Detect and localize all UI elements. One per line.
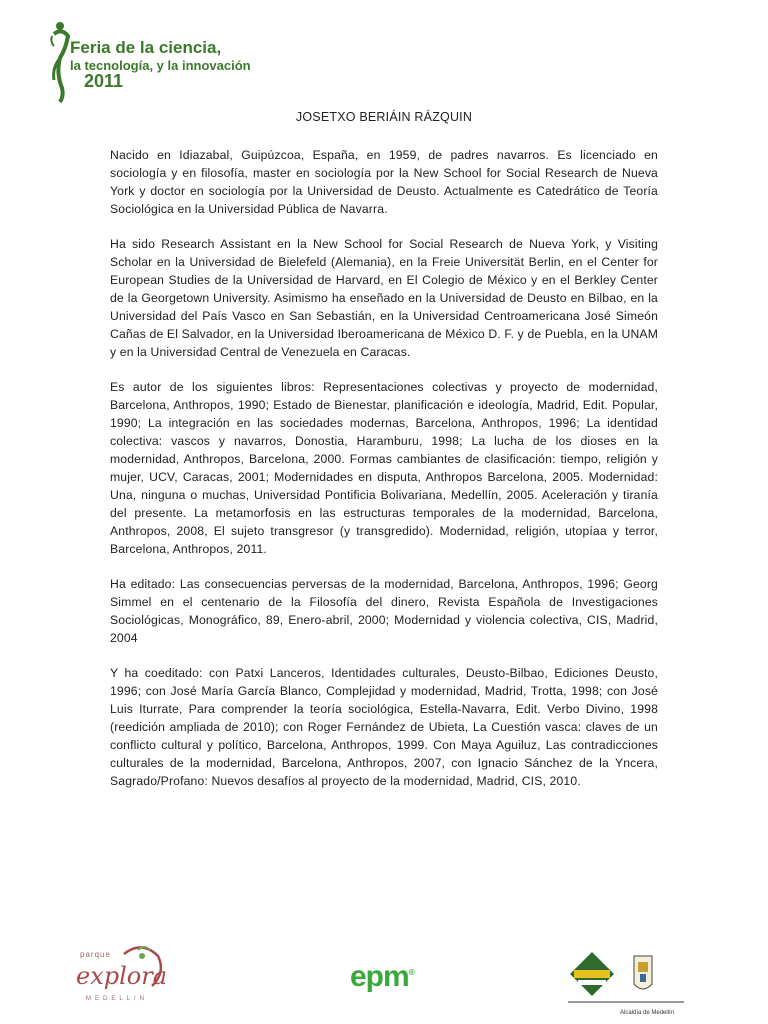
- alcaldia-caption: Alcaldía de Medellín: [620, 1010, 675, 1016]
- paragraph-positions: Ha sido Research Assistant en la New School for Social Research de Nueva York, y Visiting Scholar en la Universidad de Bielefeld (Alemania), en la Freie Universität Berlin, en el Center for European Studies de la Universidad de Harvard, en El Colegio de México y en el Berkley Center de la Georgetown University. Asimismo ha enseñado en la Universidad de Deusto en Bilbao, en la Universidad del País Vasco en San Sebastián, en la Universidad Centroamericana José Simeón Cañas de El Salvador, en la Universidad Iberoamericana de México D. F. y de Puebla, en la UNAM y en la Universidad Central de Venezuela en Caracas.: [110, 237, 658, 359]
- obra-badge-icon: [568, 950, 684, 1010]
- paragraph-books: Es autor de los siguientes libros: Representaciones colectivas y proyecto de modernidad, Barcelona, Anthropos, 1990; Estado de Bienestar, planificación e ideología, Madrid, Edit. Popular, 1990; La integración en las sociedades modernas, Barcelona, Anthropos, 1996; La identidad colectiva: vascos y navarros, Donostia, Haramburu, 1998; La lucha de los dioses en la modernidad, Anthropos, Barcelona, 2000. Formas cambiantes de clasificación: tiempo, religión y mujer, UCV, Caracas, 2001; Modernidades en disputa, Anthropos Barcelona, 2005. Modernidad: Una, ninguna o muchas, Universidad Pontificia Bolivariana, Medellín, 2005. Aceleración y tiranía del presente. La metamorfosis en las estructuras temporales de la modernidad, Barcelona, Anthropos, 2008, El sujeto transgresor (y transgredido). Modernidad, religión, utopíaa y terror, Barcelona, Anthropos, 2011.: [110, 380, 658, 556]
- logo-line2: la tecnología, y la innovación: [70, 58, 251, 73]
- logo-line1: Feria de la ciencia,: [70, 38, 222, 57]
- explora-word: explora: [76, 962, 168, 990]
- epm-logo: [350, 960, 414, 994]
- epm-text: epm: [350, 960, 409, 993]
- feria-logo: [48, 18, 263, 104]
- explora-logo: [72, 942, 172, 1022]
- alcaldia-logo: [566, 950, 686, 1022]
- logo-year: 2011: [84, 71, 124, 91]
- epm-registered-mark: ®: [408, 968, 414, 977]
- footer-logos: [0, 920, 768, 1024]
- paragraph-edited: Ha editado: Las consecuencias perversas de la modernidad, Barcelona, Anthropos, 1996; Georg Simmel en el centenario de la Filosofía del dinero, Revista Española de Investigaciones Sociológicas, Monográfico, 89, Enero-abril, 2000; Modernidad y violencia colectiva, CIS, Madrid, 2004: [110, 577, 658, 645]
- document-body: [110, 146, 658, 807]
- explora-bottom-text: MEDELLIN: [86, 996, 149, 1002]
- paragraph-biography: Nacido en Idiazabal, Guipúzcoa, España, en 1959, de padres navarros. Es licenciado en sociología y en filosofía, master en sociología por la New School for Social Research de Nueva York y doctor en sociología por la Universidad de Deusto. Actualmente es Catedrático de Teoría Sociológica en la Universidad Pública de Navarra.: [110, 148, 658, 216]
- explora-top-text: parque: [80, 950, 111, 959]
- paragraph-coedited: Y ha coeditado: con Patxi Lanceros, Identidades culturales, Deusto-Bilbao, Ediciones Deusto, 1996; con José María García Blanco, Complejidad y modernidad, Madrid, Trotta, 1998; con José Luis Iturrate, Para comprender la teoría sociológica, Estella-Navarra, Edit. Verbo Divino, 1998 (reedición ampliada de 2010); con Roger Fernández de Ubieta, La Cuestión vasca: claves de un conflicto cultural y político, Barcelona, Anthropos, 1999. Con Maya Aguiluz, Las contradicciones culturales de la modernidad, Barcelona, Anthropos, 2007, con Ignacio Sánchez de la Yncera, Sagrado/Profano: Nuevos desafíos al proyecto de la modernidad, Madrid, CIS, 2010.: [110, 666, 658, 788]
- page-title: JOSETXO BERIÁIN RÁZQUIN: [295, 110, 473, 124]
